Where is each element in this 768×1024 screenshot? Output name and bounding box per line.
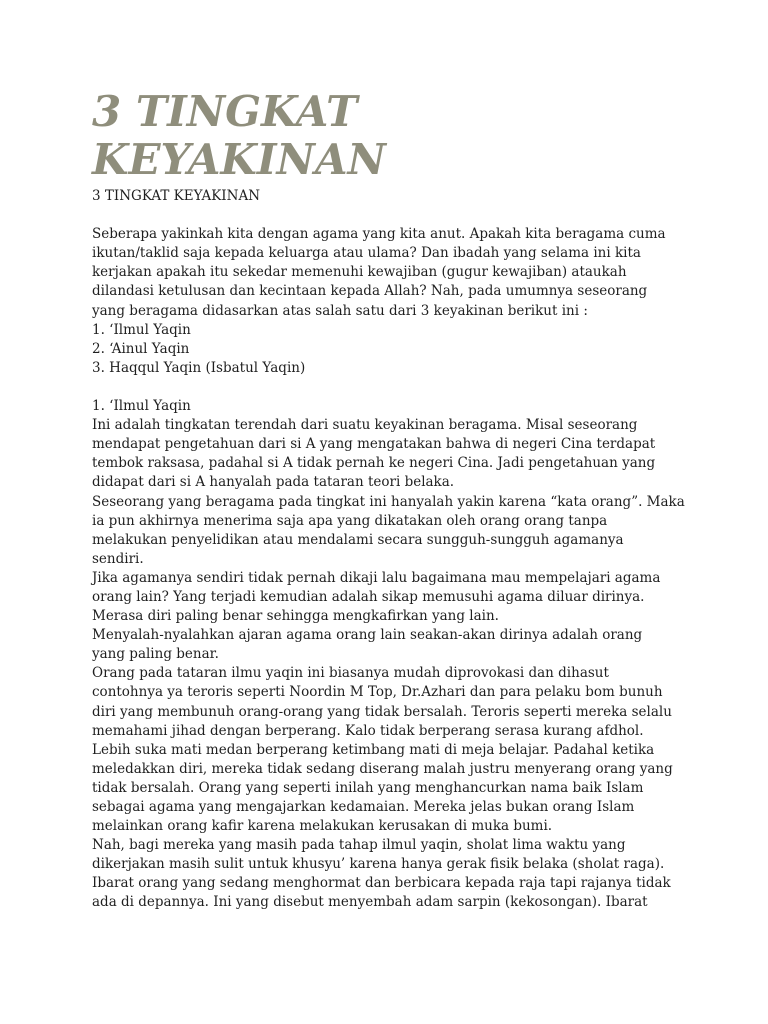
document-title [92,88,692,184]
body-text-line: ada di depannya. Ini yang disebut menyembah adam sarpin (kekosongan). Ibarat [92,894,648,911]
body-text-line: contohnya ya teroris seperti Noordin M Top, Dr.Azhari dan para pelaku bom bunuh [92,684,663,701]
body-text-line: Ini adalah tingkatan terendah dari suatu keyakinan beragama. Misal seseorang [92,417,638,434]
body-text-line: meledakkan diri, mereka tidak sedang diserang malah justru menyerang orang yang [92,760,673,777]
body-text-line: Lebih suka mati medan berperang ketimbang mati di meja belajar. Padahal ketika [92,741,655,758]
body-text-line: 3 TINGKAT KEYAKINAN [92,188,261,204]
body-text-line: Seseorang yang beragama pada tingkat ini hanyalah yakin karena “kata orang”. Maka [92,493,685,510]
paragraph-spacer [92,206,682,225]
body-text-line: ikutan/taklid saja kepada keluarga atau ulama? Dan ibadah yang selama ini kita [92,245,641,262]
body-text-line: yang beragama didasarkan atas salah satu dari 3 keyakinan berikut ini : [92,302,588,319]
body-text-line: tembok raksasa, padahal si A tidak pernah ke negeri Cina. Jadi pengetahuan yang [92,455,656,472]
body-text-line: yang paling benar. [92,646,219,663]
body-text-line: 1. ‘Ilmul Yaqin [92,398,191,415]
body-text-line: orang lain? Yang terjadi kemudian adalah sikap memusuhi agama diluar dirinya. [92,588,645,605]
body-text-line: Jika agamanya sendiri tidak pernah dikaji lalu bagaimana mau mempelajari agama [92,569,661,586]
body-text-line: 3. Haqqul Yaqin (Isbatul Yaqin) [92,359,306,376]
body-text-line: Merasa diri paling benar sehingga mengkafirkan yang lain. [92,608,499,625]
body-text-line: kerjakan apakah itu sekedar memenuhi kewajiban (gugur kewajiban) ataukah [92,264,627,281]
body-text-line: mendapat pengetahuan dari si A yang mengatakan bahwa di negeri Cina terdapat [92,436,656,453]
body-text-line: memahami jihad dengan berperang. Kalo tidak berperang serasa kurang afdhol. [92,722,644,739]
document-title-line-1: 3 TINGKAT [92,87,358,136]
body-text-line: dikerjakan masih sulit untuk khusyu’ karena hanya gerak fisik belaka (sholat raga). [92,856,665,873]
body-text-line: Seberapa yakinkah kita dengan agama yang kita anut. Apakah kita beragama cuma [92,226,666,243]
body-text-line: diri yang membunuh orang-orang yang tidak bersalah. Teroris seperti mereka selalu [92,703,672,720]
body-text-line: melainkan orang kafir karena melakukan kerusakan di muka bumi. [92,818,553,835]
document-body [92,187,685,913]
body-text-line: Menyalah-nyalahkan ajaran agama orang lain seakan-akan dirinya adalah orang [92,627,643,644]
body-text-line: didapat dari si A hanyalah pada tataran teori belaka. [92,474,455,491]
body-text-line: melakukan penyelidikan atau mendalami secara sungguh-sungguh agamanya [92,531,624,548]
body-text-line: 1. ‘Ilmul Yaqin [92,321,191,338]
body-text-line: tidak bersalah. Orang yang seperti inilah yang menghancurkan nama baik Islam [92,779,644,796]
paragraph-spacer [92,378,682,397]
body-text-line: sebagai agama yang mengajarkan kedamaian. Mereka jelas bukan orang Islam [92,799,635,815]
body-text-line: ia pun akhirnya menerima saja apa yang dikatakan oleh orang orang tanpa [92,512,608,529]
body-text-line: dilandasi ketulusan dan kecintaan kepada Allah? Nah, pada umumnya seseorang [92,283,648,300]
body-text-line: Orang pada tataran ilmu yaqin ini biasanya mudah diprovokasi dan dihasut [92,665,609,682]
body-text-line: Nah, bagi mereka yang masih pada tahap ilmul yaqin, sholat lima waktu yang [92,837,626,854]
body-text-line: Ibarat orang yang sedang menghormat dan berbicara kepada raja tapi rajanya tidak [92,875,671,892]
document-title-line-2: KEYAKINAN [92,135,386,184]
body-text-line: 2. ‘Ainul Yaqin [92,340,190,357]
body-text-line: sendiri. [92,550,144,567]
